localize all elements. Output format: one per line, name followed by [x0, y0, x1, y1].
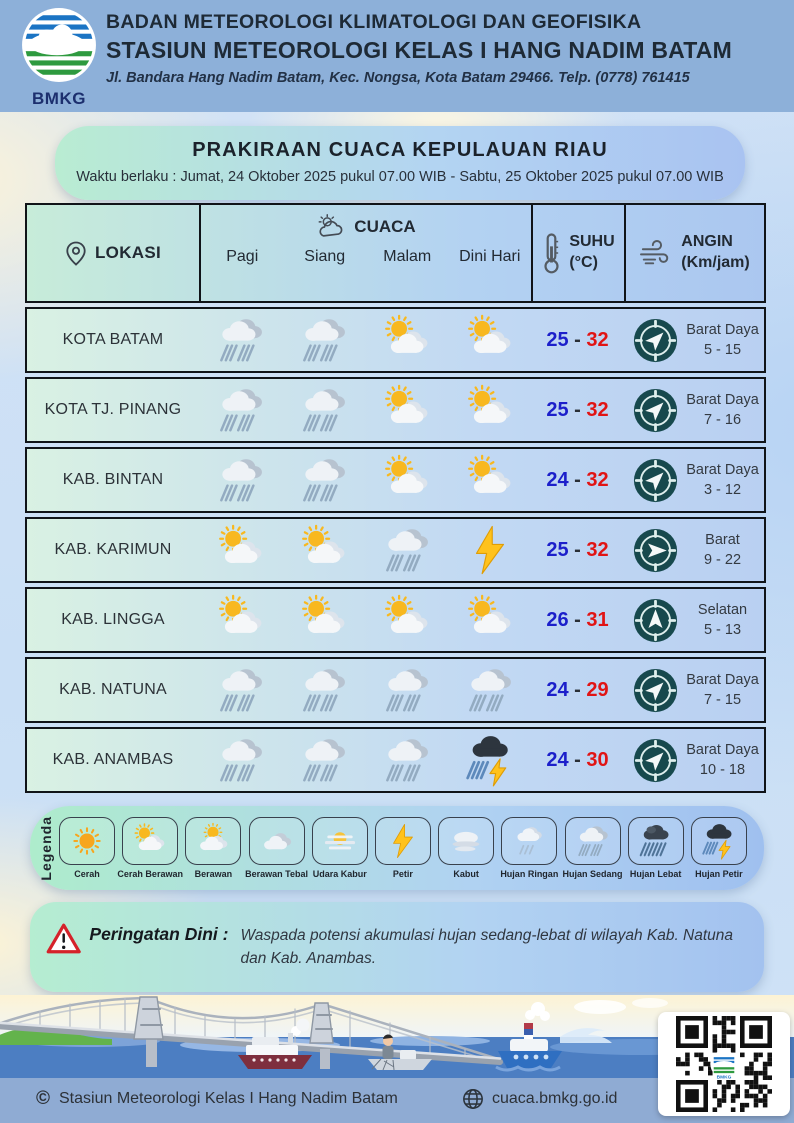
hujan-lebat-icon — [637, 822, 675, 860]
copyright-text: Stasiun Meteorologi Kelas I Hang Nadim Batam — [59, 1090, 398, 1107]
weather-cell — [448, 663, 531, 717]
cerah-berawan-icon — [463, 453, 517, 507]
legend-label: Udara Kabur — [312, 869, 367, 879]
cuaca-heading — [316, 213, 415, 240]
header-text — [106, 11, 786, 86]
hujan-sedang-icon — [574, 822, 612, 860]
wind-compass-icon — [633, 318, 678, 363]
weather-icon — [316, 213, 346, 240]
qr-code — [658, 1012, 790, 1116]
cerah-berawan-icon — [214, 593, 268, 647]
wind-compass-icon — [633, 668, 678, 713]
validity-period: Waktu berlaku : Jumat, 24 Oktober 2025 pukul 07.00 WIB - Sabtu, 25 Oktober 2025 pukul 07.00 WIB — [76, 169, 724, 185]
header-suhu — [531, 205, 624, 301]
hujan-sedang-icon — [214, 383, 268, 437]
weather-cell — [365, 523, 448, 577]
berawan-icon — [194, 822, 232, 860]
bmkg-logo-icon — [20, 6, 98, 84]
wind-speed: 9 - 22 — [703, 552, 742, 568]
table-row — [25, 377, 766, 443]
temp-separator: - — [568, 538, 587, 561]
legend-tile — [691, 817, 747, 865]
weather-cell — [199, 453, 282, 507]
wind-cell — [624, 458, 763, 503]
wind-direction: Barat Daya — [686, 321, 759, 338]
hujan-sedang-icon — [297, 663, 351, 717]
weather-cell — [282, 313, 365, 367]
legend-tile — [122, 817, 178, 865]
temp-min: 24 — [546, 748, 569, 771]
legend-title: Legenda — [38, 815, 54, 881]
weather-cell — [448, 733, 531, 787]
legend-item — [688, 817, 750, 879]
cerah-berawan-icon — [380, 453, 434, 507]
legend-item — [309, 817, 371, 879]
cerah-berawan-icon — [463, 593, 517, 647]
temperature-cell — [531, 539, 624, 562]
table-row — [25, 517, 766, 583]
weather-cell — [199, 593, 282, 647]
suhu-label: SUHU — [569, 233, 615, 251]
temperature-cell — [531, 749, 624, 772]
wind-compass-icon — [633, 598, 678, 643]
wind-cell — [624, 598, 763, 643]
legend-item — [625, 817, 687, 879]
wind-text — [682, 320, 763, 361]
wind-text — [682, 530, 763, 571]
cerah-berawan-icon — [380, 593, 434, 647]
station-name: STASIUN METEOROLOGI KELAS I HANG NADIM BATAM — [106, 37, 732, 63]
legend-label: Hujan Petir — [695, 869, 743, 879]
wind-compass-icon — [633, 738, 678, 783]
location-cell: KAB. NATUNA — [59, 681, 167, 698]
weather-cell — [282, 663, 365, 717]
temp-min: 24 — [546, 678, 569, 701]
temp-min: 25 — [546, 328, 569, 351]
table-row — [25, 307, 766, 373]
forecast-table — [25, 203, 766, 793]
temp-min: 26 — [546, 608, 569, 631]
cerah-icon — [68, 822, 106, 860]
cerah-berawan-icon — [131, 822, 169, 860]
copyright-icon: © — [36, 1088, 50, 1109]
qr-pattern — [676, 1016, 772, 1112]
wind-text — [682, 600, 763, 641]
legend-label: Cerah Berawan — [117, 869, 183, 879]
page-title: PRAKIRAAN CUACA KEPULAUAN RIAU — [192, 139, 608, 161]
period-label: Malam — [383, 248, 432, 265]
location-cell: KAB. ANAMBAS — [52, 751, 174, 768]
legend-item — [56, 817, 118, 879]
temp-max: 29 — [586, 678, 609, 701]
wind-direction: Barat Daya — [686, 741, 759, 758]
temp-separator: - — [568, 468, 587, 491]
temp-separator: - — [568, 678, 587, 701]
wind-text — [682, 460, 763, 501]
warning-box — [30, 902, 764, 992]
hujan-petir-icon — [463, 733, 517, 787]
temperature-cell — [531, 329, 624, 352]
cerah-berawan-icon — [380, 383, 434, 437]
weather-cell — [448, 313, 531, 367]
hujan-sedang-icon — [214, 453, 268, 507]
period-label: Pagi — [226, 248, 259, 265]
wind-speed: 7 - 16 — [703, 412, 742, 428]
hujan-sedang-icon — [214, 663, 268, 717]
hujan-sedang-icon — [380, 523, 434, 577]
table-body — [25, 307, 766, 793]
temperature-cell — [531, 399, 624, 422]
legend-item — [562, 817, 624, 879]
hujan-sedang-icon — [380, 663, 434, 717]
wind-compass-icon — [633, 388, 678, 433]
lokasi-label: LOKASI — [94, 243, 162, 262]
legend-tile — [249, 817, 305, 865]
wind-speed: 5 - 15 — [703, 342, 742, 358]
wind-text — [682, 670, 763, 711]
wind-speed: 5 - 13 — [703, 622, 742, 638]
weather-cell — [365, 663, 448, 717]
wind-speed: 3 - 12 — [703, 482, 742, 498]
location-cell: KAB. LINGGA — [61, 611, 165, 628]
wind-cell — [624, 738, 763, 783]
title-box — [55, 126, 745, 200]
legend-tile — [312, 817, 368, 865]
wind-text — [682, 390, 763, 431]
bmkg-logo-text: BMKG — [32, 89, 86, 108]
thermometer-icon — [542, 232, 561, 274]
hujan-sedang-icon — [297, 733, 351, 787]
temp-min: 25 — [546, 538, 569, 561]
legend-label: Cerah — [74, 869, 100, 879]
wind-speed: 7 - 15 — [703, 692, 742, 708]
temp-max: 32 — [586, 468, 609, 491]
wind-direction: Barat — [705, 531, 740, 548]
wind-direction: Selatan — [697, 601, 748, 618]
temp-separator: - — [568, 328, 587, 351]
cerah-berawan-icon — [380, 313, 434, 367]
wind-direction: Barat Daya — [686, 671, 759, 688]
weather-cell — [365, 383, 448, 437]
temperature-cell — [531, 609, 624, 632]
location-cell: KAB. KARIMUN — [54, 541, 172, 558]
wind-cell — [624, 318, 763, 363]
hujan-sedang-icon — [297, 383, 351, 437]
globe-icon — [462, 1088, 484, 1110]
weather-cell — [448, 523, 531, 577]
legend-tile — [438, 817, 494, 865]
hujan-sedang-icon — [463, 663, 517, 717]
temp-max: 32 — [586, 328, 609, 351]
weather-cell — [282, 523, 365, 577]
legend-item — [372, 817, 434, 879]
temp-min: 24 — [546, 468, 569, 491]
legend-label: Berawan Tebal — [245, 869, 308, 879]
warning-text: Waspada potensi akumulasi hujan sedang-lebat di wilayah Kab. Natuna dan Kab. Anambas. — [240, 927, 734, 968]
weather-cell — [448, 593, 531, 647]
table-row — [25, 587, 766, 653]
berawan-tebal-icon — [258, 822, 296, 860]
wind-compass-icon — [633, 528, 678, 573]
weather-cell — [282, 733, 365, 787]
header-lokasi — [27, 205, 199, 301]
location-cell: KAB. BINTAN — [62, 471, 164, 488]
temp-max: 31 — [586, 608, 609, 631]
cerah-berawan-icon — [297, 523, 351, 577]
hujan-sedang-icon — [214, 733, 268, 787]
footer-copyright — [36, 1088, 398, 1110]
legend-label: Kabut — [453, 869, 479, 879]
header-angin — [624, 205, 763, 301]
table-header — [25, 203, 766, 303]
hujan-sedang-icon — [297, 453, 351, 507]
wind-compass-icon — [633, 458, 678, 503]
period-label: Dini Hari — [459, 248, 521, 265]
table-row — [25, 657, 766, 723]
legend-tile — [565, 817, 621, 865]
suhu-unit: (°C) — [569, 254, 598, 271]
legend-tile — [628, 817, 684, 865]
temp-max: 32 — [586, 398, 609, 421]
legend-item — [498, 817, 560, 879]
legend-label: Hujan Ringan — [500, 869, 559, 879]
location-pin-icon — [65, 240, 87, 267]
temperature-cell — [531, 469, 624, 492]
weather-cell — [365, 313, 448, 367]
weather-cell — [365, 733, 448, 787]
legend-tile — [375, 817, 431, 865]
udara-kabur-icon — [321, 822, 359, 860]
hujan-sedang-icon — [380, 733, 434, 787]
legend-label: Hujan Lebat — [629, 869, 682, 879]
petir-icon — [463, 523, 517, 577]
weather-cell — [282, 383, 365, 437]
legend — [30, 806, 764, 890]
period-label: Siang — [304, 248, 346, 265]
wind-cell — [624, 388, 763, 433]
temp-separator: - — [568, 608, 587, 631]
warning-triangle-icon — [46, 922, 81, 955]
legend-label: Petir — [392, 869, 413, 879]
legend-item — [119, 817, 181, 879]
angin-label: ANGIN — [681, 233, 733, 251]
cuaca-label: CUACA — [354, 216, 416, 236]
weather-cell — [282, 453, 365, 507]
cerah-berawan-icon — [214, 523, 268, 577]
petir-icon — [384, 822, 422, 860]
hujan-sedang-icon — [297, 313, 351, 367]
weather-cell — [199, 383, 282, 437]
legend-item — [246, 817, 308, 879]
hujan-sedang-icon — [214, 313, 268, 367]
temp-separator: - — [568, 748, 587, 771]
bmkg-logo — [16, 6, 102, 109]
legend-label: Hujan Sedang — [562, 869, 623, 879]
legend-tile — [185, 817, 241, 865]
website-url[interactable]: cuaca.bmkg.go.id — [492, 1090, 618, 1107]
footer-website[interactable] — [462, 1088, 617, 1110]
cerah-berawan-icon — [463, 313, 517, 367]
weather-cell — [282, 593, 365, 647]
kabut-icon — [447, 822, 485, 860]
temp-separator: - — [568, 398, 587, 421]
header-cuaca — [199, 205, 531, 301]
weather-cell — [199, 733, 282, 787]
weather-cell — [448, 453, 531, 507]
hujan-petir-icon — [700, 822, 738, 860]
legend-tile — [501, 817, 557, 865]
location-cell: KOTA TJ. PINANG — [44, 401, 182, 418]
wind-direction: Barat Daya — [686, 391, 759, 408]
legend-tile — [59, 817, 115, 865]
hujan-ringan-icon — [510, 822, 548, 860]
legend-label: Berawan — [194, 869, 233, 879]
wind-text — [682, 740, 763, 781]
agency-name: BADAN METEOROLOGI KLIMATOLOGI DAN GEOFISIKA — [106, 11, 642, 33]
warning-label: Peringatan Dini : — [89, 924, 229, 944]
table-row — [25, 447, 766, 513]
wind-icon — [639, 238, 673, 268]
station-address: Jl. Bandara Hang Nadim Batam, Kec. Nongsa, Kota Batam 29466. Telp. (0778) 761415 — [106, 70, 690, 86]
temperature-cell — [531, 679, 624, 702]
temp-min: 25 — [546, 398, 569, 421]
weather-cell — [448, 383, 531, 437]
weather-cell — [365, 453, 448, 507]
legend-item — [182, 817, 244, 879]
wind-cell — [624, 668, 763, 713]
temp-max: 32 — [586, 538, 609, 561]
cerah-berawan-icon — [463, 383, 517, 437]
svg-text:BMKG: BMKG — [716, 1075, 732, 1081]
weather-cell — [199, 663, 282, 717]
period-labels — [201, 248, 531, 266]
weather-cell — [199, 523, 282, 577]
legend-items — [56, 817, 750, 879]
wind-direction: Barat Daya — [686, 461, 759, 478]
weather-cell — [365, 593, 448, 647]
weather-cell — [199, 313, 282, 367]
angin-unit: (Km/jam) — [681, 254, 750, 271]
table-row — [25, 727, 766, 793]
legend-item — [435, 817, 497, 879]
temp-max: 30 — [586, 748, 609, 771]
header — [0, 0, 794, 112]
wind-cell — [624, 528, 763, 573]
wind-speed: 10 - 18 — [699, 762, 746, 778]
cerah-berawan-icon — [297, 593, 351, 647]
location-cell: KOTA BATAM — [62, 331, 164, 348]
